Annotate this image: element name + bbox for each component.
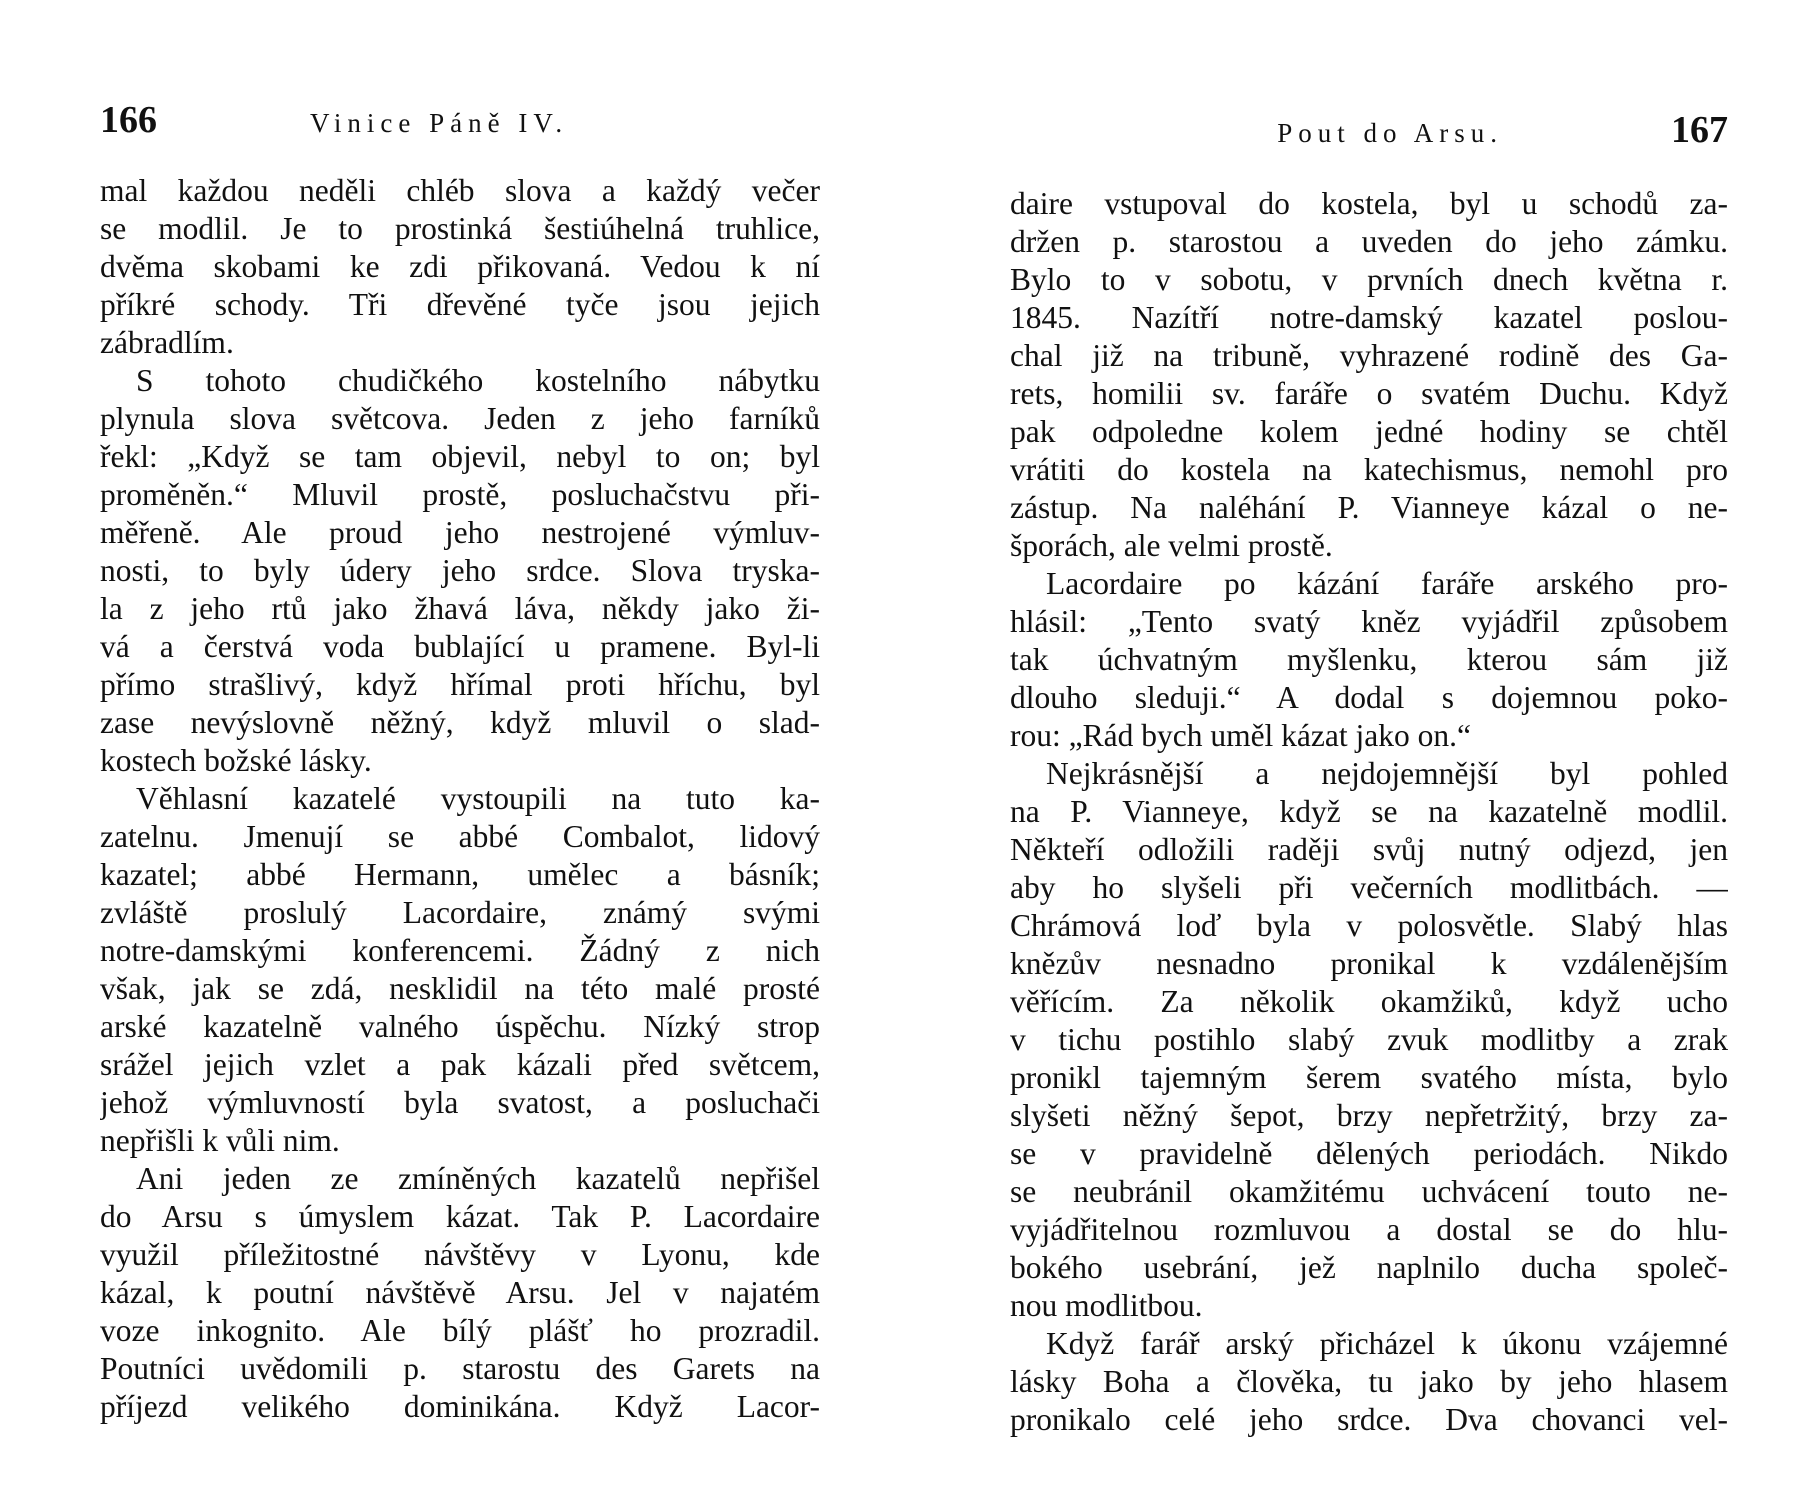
text-line: zase nevýslovně něžný, když mluvil o slad-: [100, 705, 820, 740]
text-line: kostech božské lásky.: [100, 743, 372, 778]
text-line: rou: „Rád bych uměl kázat jako on.“: [1010, 718, 1471, 753]
text-line: se modlil. Je to prostinká šestiúhelná truhlice,: [100, 211, 820, 246]
left-running-title: Vinice Páně IV.: [310, 108, 569, 138]
text-line: lásky Boha a člověka, tu jako by jeho hlasem: [1010, 1364, 1728, 1399]
text-line: Nejkrásnější a nejdojemnější byl pohled: [1046, 756, 1728, 791]
text-line: příjezd velikého dominikána. Když Lacor-: [100, 1389, 820, 1424]
text-line: se neubránil okamžitému uchvácení touto ne-: [1010, 1174, 1728, 1209]
text-line: Lacordaire po kázání faráře arského pro-: [1046, 566, 1728, 601]
left-running-header: [100, 95, 820, 145]
text-line: Chrámová loď byla v polosvětle. Slabý hlas: [1010, 908, 1728, 943]
text-line: vá a čerstvá voda bublající u pramene. Byl-li: [100, 629, 820, 664]
text-line: v tichu postihlo slabý zvuk modlitby a zrak: [1010, 1022, 1728, 1057]
text-line: knězův nesnadno pronikal k vzdálenějším: [1010, 946, 1728, 981]
text-line: nosti, to byly údery jeho srdce. Slova tryska-: [100, 553, 820, 588]
text-line: daire vstupoval do kostela, byl u schodů za-: [1010, 186, 1728, 221]
text-line: pak odpoledne kolem jedné hodiny se chtěl: [1010, 414, 1728, 449]
text-line: se v pravidelně dělených periodách. Nikdo: [1010, 1136, 1728, 1171]
text-line: však, jak se zdá, nesklidil na této malé prosté: [100, 971, 820, 1006]
text-line: příkré schody. Tři dřevěné tyče jsou jejich: [100, 287, 820, 322]
text-line: slyšeti něžný šepot, brzy nepřetržitý, brzy za-: [1010, 1098, 1728, 1133]
text-line: jehož výmluvností byla svatost, a posluchači: [100, 1085, 820, 1120]
left-body-text: [100, 172, 820, 1426]
left-page: [100, 0, 820, 1500]
right-page: [1010, 0, 1728, 1500]
text-line: nepřišli k vůli nim.: [100, 1123, 340, 1158]
text-line: voze inkognito. Ale bílý plášť ho prozradil.: [100, 1313, 820, 1348]
text-line: Bylo to v sobotu, v prvních dnech května r.: [1010, 262, 1728, 297]
text-line: držen p. starostou a uveden do jeho zámku.: [1010, 224, 1728, 259]
text-line: pronikl tajemným šerem svatého místa, bylo: [1010, 1060, 1728, 1095]
text-line: hlásil: „Tento svatý kněz vyjádřil způsobem: [1010, 604, 1728, 639]
text-line: dvěma skobami ke zdi přikovaná. Vedou k ní: [100, 249, 820, 284]
text-line: rets, homilii sv. faráře o svatém Duchu. Když: [1010, 376, 1728, 411]
text-line: 1845. Nazítří notre-damský kazatel poslou-: [1010, 300, 1728, 335]
text-line: zástup. Na naléhání P. Vianneye kázal o ne-: [1010, 490, 1728, 525]
right-page-number: 167: [1671, 109, 1728, 151]
text-line: kazatel; abbé Hermann, umělec a básník;: [100, 857, 820, 892]
text-line: aby ho slyšeli při večerních modlitbách. —: [1010, 870, 1728, 905]
text-line: Ani jeden ze zmíněných kazatelů nepřišel: [136, 1161, 820, 1196]
text-line: vyjádřitelnou rozmluvou a dostal se do hlu-: [1010, 1212, 1728, 1247]
text-line: zábradlím.: [100, 325, 234, 360]
text-line: šporách, ale velmi prostě.: [1010, 528, 1333, 563]
right-running-title: Pout do Arsu.: [1277, 118, 1503, 148]
text-line: tak úchvatným myšlenku, kterou sám již: [1010, 642, 1728, 677]
text-line: la z jeho rtů jako žhavá láva, někdy jako ži-: [100, 591, 820, 626]
text-line: měřeně. Ale proud jeho nestrojené výmluv-: [100, 515, 820, 550]
text-line: proměněn.“ Mluvil prostě, posluchačstvu při-: [100, 477, 820, 512]
text-line: mal každou neděli chléb slova a každý večer: [100, 173, 820, 208]
text-line: Když farář arský přicházel k úkonu vzájemné: [1046, 1326, 1728, 1361]
text-line: Poutníci uvědomili p. starostu des Garets na: [100, 1351, 820, 1386]
text-line: plynula slova světcova. Jeden z jeho farníků: [100, 401, 820, 436]
text-line: bokého usebrání, jež naplnilo ducha společ-: [1010, 1250, 1728, 1285]
text-line: na P. Vianneye, když se na kazatelně modlil.: [1010, 794, 1728, 829]
text-line: řekl: „Když se tam objevil, nebyl to on; byl: [100, 439, 820, 474]
text-line: arské kazatelně valného úspěchu. Nízký strop: [100, 1009, 820, 1044]
text-line: věřícím. Za několik okamžiků, když ucho: [1010, 984, 1728, 1019]
text-line: pronikalo celé jeho srdce. Dva chovanci vel-: [1010, 1402, 1728, 1437]
text-line: Někteří odložili raději svůj nutný odjezd, jen: [1010, 832, 1728, 867]
text-line: kázal, k poutní návštěvě Arsu. Jel v najatém: [100, 1275, 820, 1310]
text-line: nou modlitbou.: [1010, 1288, 1203, 1323]
text-line: vrátiti do kostela na katechismus, nemohl pro: [1010, 452, 1728, 487]
text-line: zvláště proslulý Lacordaire, známý svými: [100, 895, 820, 930]
text-line: S tohoto chudičkého kostelního nábytku: [136, 363, 820, 398]
left-page-number: 166: [100, 99, 157, 141]
right-body-text: [1010, 185, 1728, 1439]
text-line: srážel jejich vzlet a pak kázali před světcem,: [100, 1047, 820, 1082]
text-line: Věhlasní kazatelé vystoupili na tuto ka-: [136, 781, 820, 816]
text-line: využil příležitostné návštěvy v Lyonu, kde: [100, 1237, 820, 1272]
text-line: notre-damskými konferencemi. Žádný z nich: [100, 933, 820, 968]
text-line: do Arsu s úmyslem kázat. Tak P. Lacordaire: [100, 1199, 820, 1234]
right-running-header: [1010, 105, 1728, 155]
text-line: dlouho sleduji.“ A dodal s dojemnou poko-: [1010, 680, 1728, 715]
text-line: chal již na tribuně, vyhrazené rodině des Ga-: [1010, 338, 1728, 373]
text-line: přímo strašlivý, když hřímal proti hříchu, byl: [100, 667, 820, 702]
text-line: zatelnu. Jmenují se abbé Combalot, lidový: [100, 819, 820, 854]
